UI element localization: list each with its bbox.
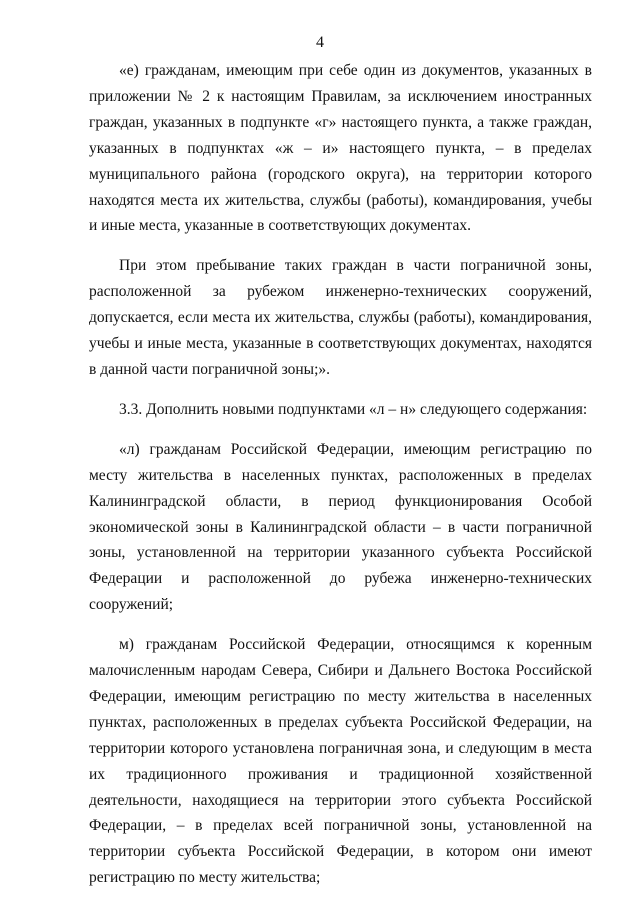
paragraph-border-zone-note: При этом пребывание таких граждан в части пограничной зоны, расположенной за рубежом инженерно-технических сооружений, допускается, если места их жительства, службы (работы), командирования, учебы и иные места, указанные в соответствующих документах, находятся в данной части пограничной зоны;». (89, 257, 592, 378)
paragraph-3-3: 3.3. Дополнить новыми подпунктами «л – н» следующего содержания: (119, 400, 588, 418)
document-body (89, 58, 592, 891)
paragraph-m: м) гражданам Российской Федерации, относящимся к коренным малочисленным народам Севера, Сибири и Дальнего Востока Российской Федерации, имеющим регистрацию по месту жительства в населенных пунктах, расположенных в пределах субъекта Российской Федерации, на территории которого установлена пограничная зона, и следующим в места их традиционного проживания и традиционной хозяйственной деятельности, находящиеся на территории этого субъекта Российской Федерации, – в пределах всей пограничной зоны, установленной на территории субъекта Российской Федерации, в котором они имеют регистрацию по месту жительства; (89, 636, 592, 887)
page-number: 4 (316, 34, 324, 51)
paragraph-e: «е) гражданам, имеющим при себе один из документов, указанных в приложении № 2 к настоящим Правилам, за исключением иностранных граждан, указанных в подпункте «г» настоящего пункта, а также граждан, указанных в подпунктах «ж – и» настоящего пункта, – в пределах муниципального района (городского округа), на территории которого находятся места их жительства, службы (работы), командирования, учебы и иные места, указанные в соответствующих документах. (89, 62, 592, 235)
paragraph-l: «л) гражданам Российской Федерации, имеющим регистрацию по месту жительства в населенных пунктах, расположенных в пределах Калининградской области, в период функционирования Особой экономической зоны в Калининградской области – в части пограничной зоны, установленной на территории указанного субъекта Российской Федерации и расположенной до рубежа инженерно-технических сооружений; (89, 440, 592, 614)
